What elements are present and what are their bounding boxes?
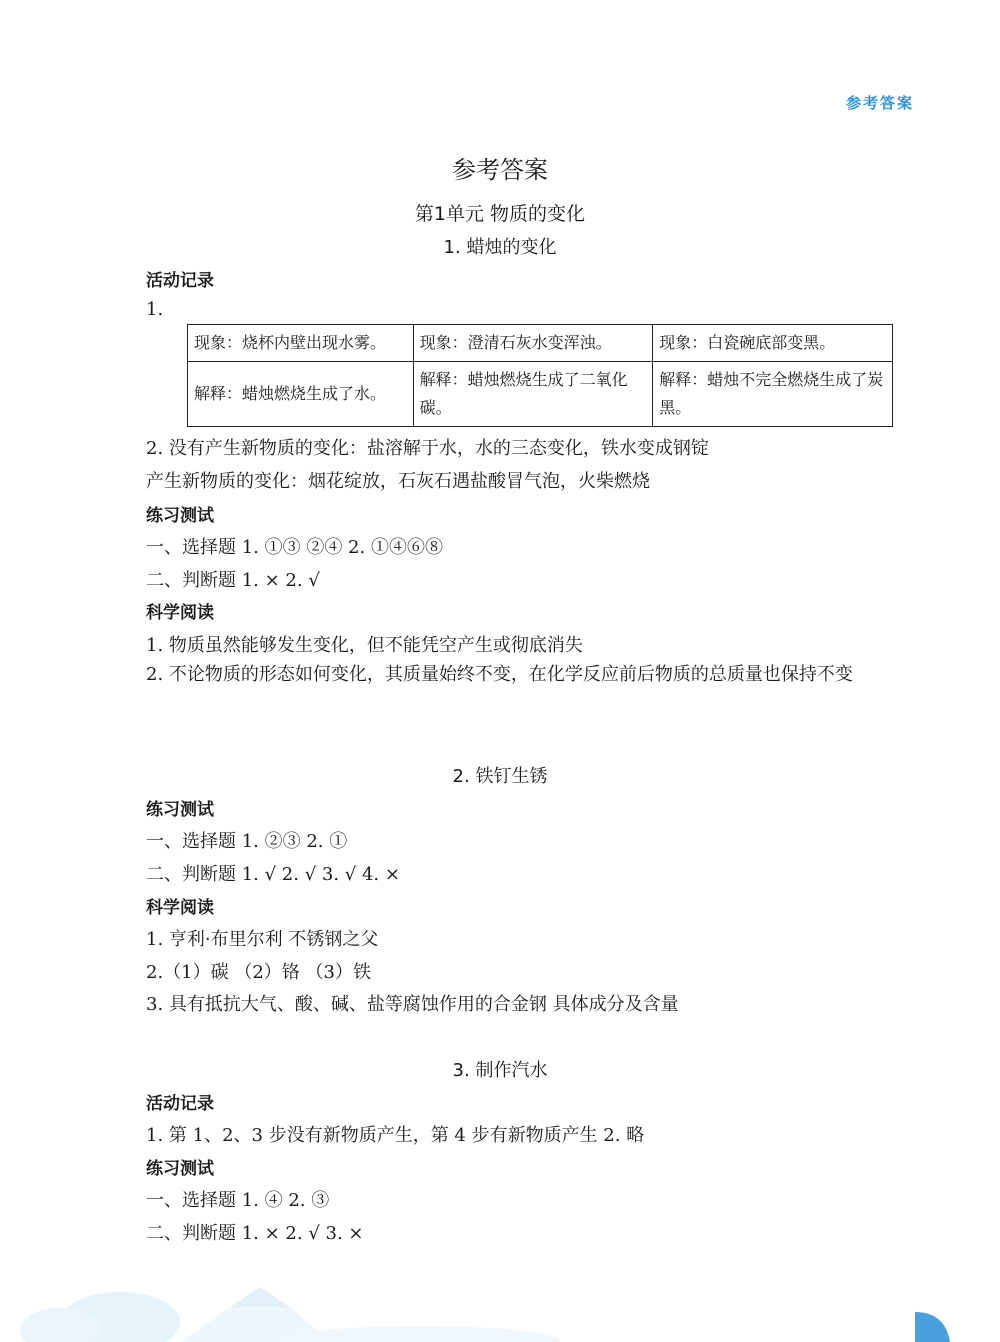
- unit-title: 第1单元 物质的变化: [414, 203, 586, 225]
- lesson-3-activity-1: 1. 第 1、2、3 步没有新物质产生，第 4 步有新物质产生 2. 略: [146, 1125, 645, 1146]
- lesson-2-practice-heading: 练习测试: [146, 800, 214, 820]
- lesson-2-reading-heading: 科学阅读: [146, 898, 214, 918]
- lesson-2-judge-answers: 二、判断题 1. √ 2. √ 3. √ 4. ×: [146, 864, 400, 885]
- lesson-2-reading-2: 2.（1）碳 （2）铬 （3）铁: [146, 962, 371, 983]
- table-row: [188, 325, 893, 362]
- lesson-2-title: 2. 铁钉生锈: [452, 766, 548, 787]
- lesson-1-reading-1: 1. 物质虽然能够发生变化，但不能凭空产生或彻底消失: [146, 635, 583, 656]
- observation-table: [187, 324, 893, 427]
- running-head: 参考答案: [845, 94, 914, 112]
- table-row: [188, 362, 893, 427]
- table-cell: 现象：澄清石灰水变浑浊。: [413, 325, 653, 362]
- lesson-2-choice-answers: 一、选择题 1. ②③ 2. ①: [146, 831, 348, 852]
- lesson-1-item-1-number: 1.: [146, 299, 164, 320]
- lesson-3-choice-answers: 一、选择题 1. ④ 2. ③: [146, 1190, 330, 1211]
- lesson-1-item-2-line-2: 产生新物质的变化：烟花绽放，石灰石遇盐酸冒气泡，火柴燃烧: [146, 471, 650, 492]
- table-cell: 现象：白瓷碗底部变黑。: [653, 325, 893, 362]
- lesson-1-activity-heading: 活动记录: [146, 271, 214, 291]
- decoration-corner-icon: [915, 1312, 950, 1342]
- lesson-2-reading-1: 1. 亨利·布里尔利 不锈钢之父: [146, 929, 379, 950]
- lesson-1-item-2-line-1: 2. 没有产生新物质的变化：盐溶解于水，水的三态变化，铁水变成钢锭: [146, 438, 709, 459]
- table-cell: 现象：烧杯内壁出现水雾。: [188, 325, 414, 362]
- lesson-1-judge-answers: 二、判断题 1. × 2. √: [146, 570, 320, 591]
- table-cell: 解释：蜡烛燃烧生成了水。: [188, 362, 414, 427]
- footer-decoration: [0, 1252, 1000, 1342]
- table-cell: 解释：蜡烛燃烧生成了二氧化碳。: [413, 362, 653, 427]
- lesson-1-title: 1. 蜡烛的变化: [443, 237, 557, 258]
- page-title: 参考答案: [452, 156, 548, 184]
- lesson-3-judge-answers: 二、判断题 1. × 2. √ 3. ×: [146, 1223, 364, 1244]
- table-cell: 解释：蜡烛不完全燃烧生成了炭黑。: [653, 362, 893, 427]
- decoration-hill-icon: [280, 1326, 560, 1342]
- lesson-3-practice-heading: 练习测试: [146, 1159, 214, 1179]
- lesson-2-reading-3: 3. 具有抵抗大气、酸、碱、盐等腐蚀作用的合金钢 具体成分及含量: [146, 994, 679, 1015]
- lesson-1-reading-heading: 科学阅读: [146, 603, 214, 623]
- lesson-1-practice-heading: 练习测试: [146, 506, 214, 526]
- lesson-3-activity-heading: 活动记录: [146, 1094, 214, 1114]
- decoration-roof-icon: [230, 1287, 290, 1307]
- lesson-3-title: 3. 制作汽水: [452, 1060, 548, 1081]
- lesson-1-reading-2: 2. 不论物质的形态如何变化，其质量始终不变，在化学反应前后物质的总质量也保持不变: [146, 664, 853, 685]
- lesson-1-choice-answers: 一、选择题 1. ①③ ②④ 2. ①④⑥⑧: [146, 537, 443, 558]
